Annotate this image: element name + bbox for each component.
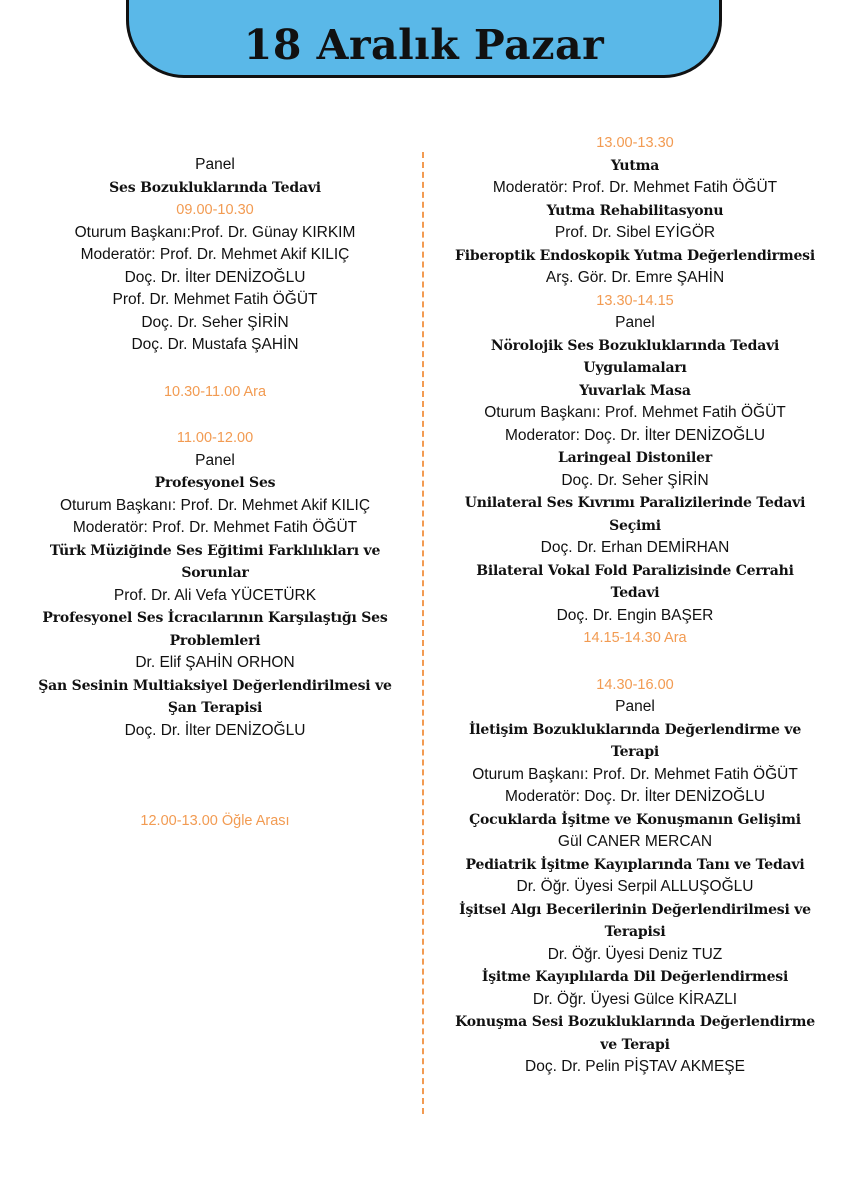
session-time: 09.00-10.30 (176, 202, 254, 218)
talk-title: Konuşma Sesi Bozukluklarında Değerlendirme (455, 1014, 815, 1030)
talk-speaker: Gül CANER MERCAN (557, 833, 713, 850)
talk-speaker: Doç. Dr. Erhan DEMİRHAN (540, 539, 730, 556)
session-title: İletişim Bozukluklarında Değerlendirme ve (468, 721, 802, 738)
talk-speaker: Dr. Öğr. Üyesi Gülce KİRAZLI (532, 990, 738, 1008)
talk-speaker: Doç. Dr. Engin BAŞER (556, 606, 714, 624)
session-title: Yutma (610, 157, 660, 174)
session-moderator: Moderatör: Prof. Dr. Mehmet Fatih ÖĞÜT (72, 519, 358, 536)
talk-title: Türk Müziğinde Ses Eğitimi Farklılıkları ve (49, 542, 381, 559)
talk-speaker: Dr. Öğr. Üyesi Serpil ALLUŞOĞLU (516, 878, 754, 895)
speaker: Doç. Dr. Mustafa ŞAHİN (131, 336, 299, 353)
talk-speaker: Dr. Elif ŞAHİN ORHON (135, 654, 295, 671)
day-title: 18 Aralık Pazar (243, 21, 605, 69)
talk-title: Bilateral Vokal Fold Paralizisinde Cerrahi (476, 562, 794, 579)
session-time: 13.00-13.30 (596, 135, 674, 151)
session-moderator: Moderator: Doç. Dr. İlter DENİZOĞLU (504, 426, 766, 444)
session-title: Terapi (610, 744, 660, 760)
break-time: 10.30-11.00 Ara (163, 383, 267, 400)
talk-title: Şan Terapisi (167, 700, 263, 716)
speaker: Prof. Dr. Mehmet Fatih ÖĞÜT (112, 291, 318, 308)
speaker: Doç. Dr. İlter DENİZOĞLU (124, 268, 306, 286)
talk-title: Profesyonel Ses İcracılarının Karşılaştığı Ses (42, 610, 388, 626)
talk-speaker: Prof. Dr. Sibel EYİGÖR (554, 224, 716, 241)
talk-speaker: Arş. Gör. Dr. Emre ŞAHİN (545, 269, 725, 286)
talk-speaker: Doç. Dr. İlter DENİZOĞLU (124, 721, 306, 739)
session-chair: Oturum Başkanı:Prof. Dr. Günay KIRKIM (74, 223, 356, 241)
talk-speaker: Doç. Dr. Pelin PİŞTAV AKMEŞE (525, 1058, 745, 1075)
right-column (440, 132, 830, 1079)
session-moderator: Moderatör: Prof. Dr. Mehmet Fatih ÖĞÜT (492, 179, 778, 196)
talk-title: Çocuklarda İşitme ve Konuşmanın Gelişimi (469, 811, 801, 828)
session-title: Profesyonel Ses (154, 475, 276, 491)
talk-title: İşitme Kayıplılarda Dil Değerlendirmesi (481, 969, 789, 985)
day-header-banner (126, 0, 722, 78)
talk-title: Terapisi (604, 924, 666, 940)
session-moderator: Moderatör: Prof. Dr. Mehmet Akif KILIÇ (80, 246, 350, 263)
session-format: Yuvarlak Masa (579, 382, 691, 399)
session-type: Panel (615, 698, 655, 715)
talk-speaker: Prof. Dr. Ali Vefa YÜCETÜRK (113, 586, 317, 604)
session-chair: Oturum Başkanı: Prof. Dr. Mehmet Fatih ÖĞÜT (472, 765, 798, 783)
session-type: Panel (615, 314, 655, 331)
session-moderator: Moderatör: Doç. Dr. İlter DENİZOĞLU (504, 788, 766, 805)
talk-speaker: Dr. Öğr. Üyesi Deniz TUZ (547, 945, 723, 963)
session-type: Panel (195, 451, 235, 469)
session-title: Nörolojik Ses Bozukluklarında Tedavi (490, 337, 780, 354)
session-time: 13.30-14.15 (596, 292, 674, 309)
talk-title: Yutma Rehabilitasyonu (546, 202, 724, 219)
talk-title: ve Terapi (600, 1036, 670, 1053)
session-title: Ses Bozukluklarında Tedavi (109, 179, 321, 196)
session-chair: Oturum Başkanı: Prof. Dr. Mehmet Akif KILIÇ (59, 496, 371, 514)
break-time: 14.15-14.30 Ara (583, 630, 687, 646)
talk-title: Sorunlar (181, 565, 249, 581)
session-chair: Oturum Başkanı: Prof. Mehmet Fatih ÖĞÜT (484, 404, 786, 421)
talk-speaker: Doç. Dr. Seher ŞİRİN (561, 471, 709, 489)
talk-title: Pediatrik İşitme Kayıplarında Tanı ve Tedavi (465, 856, 805, 873)
session-time: 11.00-12.00 (176, 430, 254, 446)
session-type: Panel (195, 156, 235, 173)
talk-title: Şan Sesinin Multiaksiyel Değerlendirilmesi ve (38, 677, 392, 694)
session-title: Uygulamaları (583, 360, 687, 376)
column-divider (422, 152, 424, 1114)
talk-title: Unilateral Ses Kıvrımı Paralizilerinde Tedavi (464, 495, 806, 511)
lunch-break: 12.00-13.00 Öğle Arası (140, 813, 290, 829)
talk-title: Tedavi (610, 585, 660, 601)
left-column (20, 154, 410, 833)
talk-title: Problemleri (169, 632, 261, 649)
talk-title: Fiberoptik Endoskopik Yutma Değerlendirmesi (455, 247, 815, 264)
talk-title: İşitsel Algı Becerilerinin Değerlendirilmesi ve (459, 901, 811, 918)
session-time: 14.30-16.00 (596, 676, 674, 693)
speaker: Doç. Dr. Seher ŞİRİN (141, 313, 289, 331)
talk-title: Seçimi (609, 517, 661, 534)
talk-title: Laringeal Distoniler (558, 450, 712, 466)
